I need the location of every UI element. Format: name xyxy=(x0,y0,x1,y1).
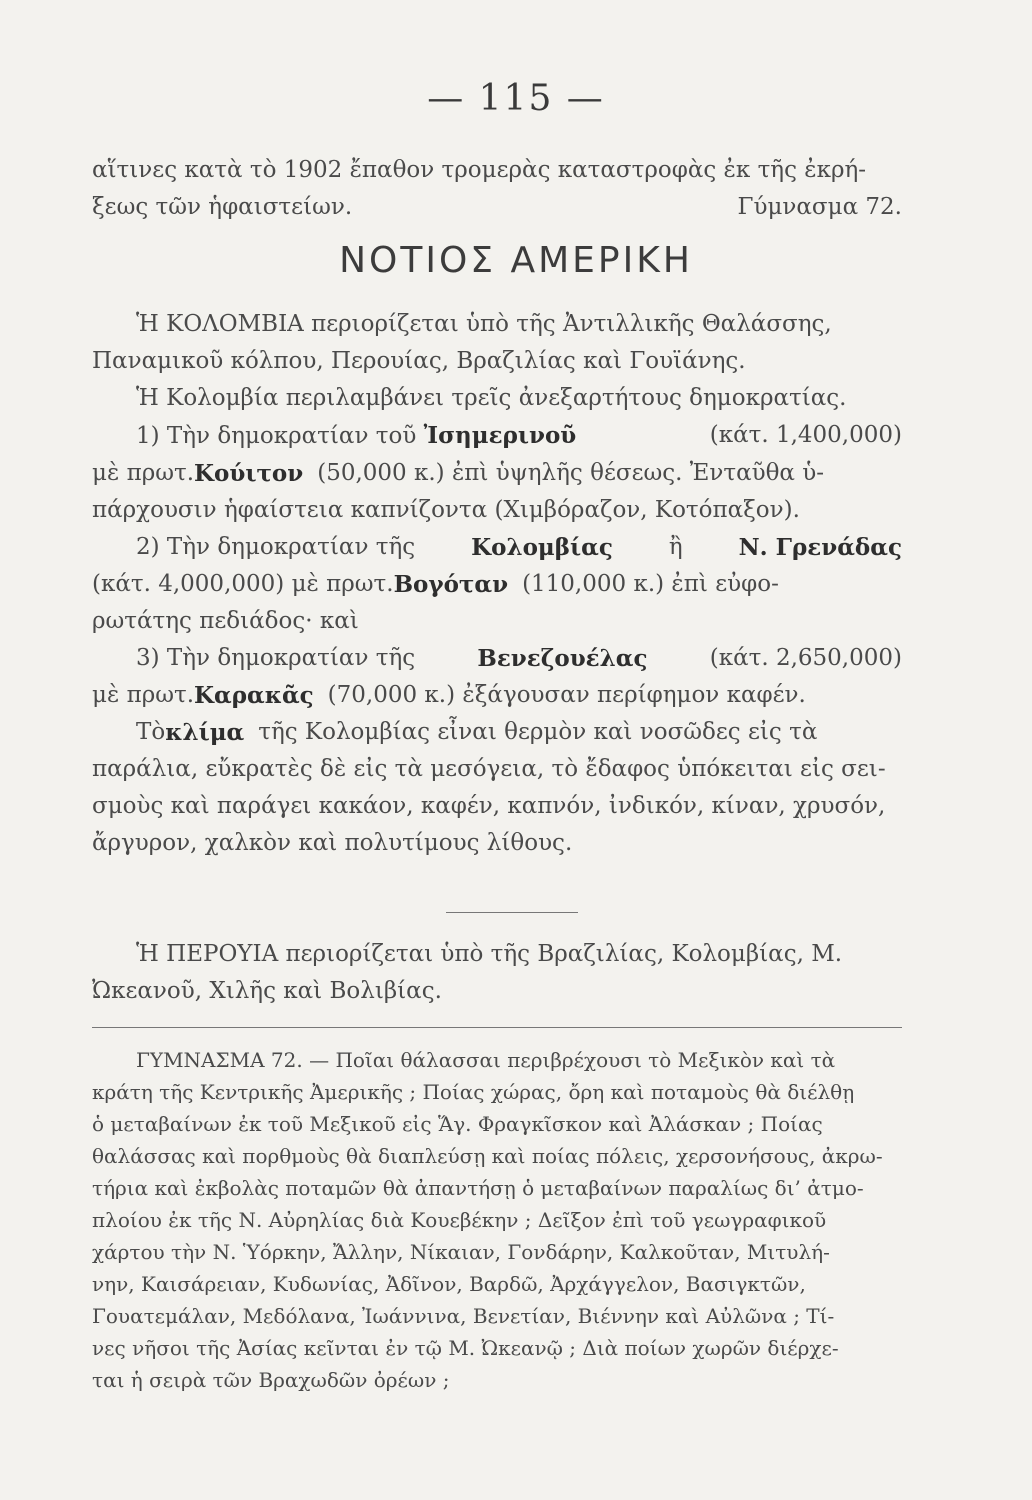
exercise-footnote xyxy=(92,1044,902,1396)
footnote-line: νην, Καισάρειαν, Κυδωνίας, Ἀδῖνον, Βαρδῶ, Ἀρχάγγελον, Βασιγκτῶν, xyxy=(92,1272,806,1296)
text-line: παράλια, εὔκρατὲς δὲ εἰς τὰ μεσόγεια, τὸ ἔδαφος ὑπόκειται εἰς σει- xyxy=(92,756,886,782)
footnote-line: ΓΥΜΝΑΣΜΑ 72. — Ποῖαι θάλασσαι περιβρέχουσι τὸ Μεξικὸν καὶ τὰ xyxy=(136,1048,836,1072)
text-line: ρωτάτης πεδιάδος· καὶ xyxy=(92,608,359,634)
footnote-line: νες νῆσοι τῆς Ἀσίας κεῖνται ἐν τῷ Μ. Ὠκεανῷ ; Διὰ ποίων χωρῶν διέρχε- xyxy=(92,1336,839,1360)
text-line: πάρχουσιν ἡφαίστεια καπνίζοντα (Χιμβόραζον, Κοτόπαξον). xyxy=(92,497,800,523)
footnote-line: ὁ μεταβαίνων ἐκ τοῦ Μεξικοῦ εἰς Ἅγ. Φραγκῖσκον καὶ Ἀλάσκαν ; Ποίας xyxy=(92,1112,823,1136)
footnote-line: χάρτου τὴν Ν. Ὑόρκην, Ἄλλην, Νίκαιαν, Γονδάρην, Καλκοῦταν, Μιτυλή- xyxy=(92,1240,830,1264)
footnote-line: Γουατεμάλαν, Μεδόλανα, Ἰωάννινα, Βενετίαν, Βιέννην καὶ Αὐλῶνα ; Τί- xyxy=(92,1304,835,1328)
text-line: αἵτινες κατὰ τὸ 1902 ἔπαθον τρομερὰς καταστροφὰς ἐκ τῆς ἐκρή- xyxy=(92,157,867,183)
text-line: σμοὺς καὶ παράγει κακάον, καφέν, καπνόν, ἰνδικόν, κίναν, χρυσόν, xyxy=(92,793,886,819)
page-number: — 115 — xyxy=(427,78,605,119)
section-divider xyxy=(446,912,578,913)
footnote-divider xyxy=(92,1027,902,1028)
bold-term: Καρακᾶς xyxy=(194,682,314,709)
footnote-line: ται ἡ σειρὰ τῶν Βραχωδῶν ὀρέων ; xyxy=(92,1368,450,1392)
text-line: μὲ πρωτ. Καρακᾶς (70,000 κ.) ἐξάγουσαν περίφημον καφέν. xyxy=(92,677,902,714)
bold-term: Ἰσημερινοῦ xyxy=(423,422,577,449)
text-line: Ὠκεανοῦ, Χιλῆς καὶ Βολιβίας. xyxy=(92,978,442,1004)
bold-term: Βογόταν xyxy=(393,571,509,598)
bold-term: κλίμα xyxy=(165,719,245,746)
text-line: μὲ πρωτ. Κούιτον (50,000 κ.) ἐπὶ ὑψηλῆς θέσεως. Ἐνταῦθα ὑ- xyxy=(92,455,902,492)
text-line: ξεως τῶν ἡφαιστείων. Γύμνασμα 72. xyxy=(92,189,902,226)
footnote-line: πλοίου ἐκ τῆς Ν. Αὐρηλίας διὰ Κουεβέκην ; Δεῖξον ἐπὶ τοῦ γεωγραφικοῦ xyxy=(92,1208,827,1232)
footnote-line: θαλάσσας καὶ πορθμοὺς θὰ διαπλεύσῃ καὶ ποίας πόλεις, χερσονήσους, ἀκρω- xyxy=(92,1144,883,1168)
text-line: 2) Τὴν δημοκρατίαν τῆς Κολομβίας ἢ Ν. Γρενάδας xyxy=(92,529,902,566)
intro-paragraph xyxy=(92,152,902,226)
bold-term: Ν. Γρενάδας xyxy=(738,534,902,561)
footnote-line: τήρια καὶ ἐκβολὰς ποταμῶν θὰ ἀπαντήσῃ ὁ μεταβαίνων παραλίως δι’ ἀτμο- xyxy=(92,1176,864,1200)
section-title: ΝΟΤΙΟΣ ΑΜΕΡΙΚΗ xyxy=(339,240,693,281)
footnote-line: κράτη τῆς Κεντρικῆς Ἀμερικῆς ; Ποίας χώρας, ὄρη καὶ ποταμοὺς θὰ διέλθῃ xyxy=(92,1080,855,1104)
peru-paragraph xyxy=(92,936,902,1010)
bold-term: Κούιτον xyxy=(194,460,304,487)
text-line: Παναμικοῦ κόλπου, Περουίας, Βραζιλίας καὶ Γουϊάνης. xyxy=(92,348,746,374)
text-line: ἄργυρον, χαλκὸν καὶ πολυτίμους λίθους. xyxy=(92,830,573,856)
text-line: Ἡ Κολομβία περιλαμβάνει τρεῖς ἀνεξαρτήτους δημοκρατίας. xyxy=(136,385,847,411)
colombia-paragraph xyxy=(92,306,902,862)
text-line: (κάτ. 4,000,000) μὲ πρωτ. Βογόταν (110,000 κ.) ἐπὶ εὐφο- xyxy=(92,566,902,603)
text-line: Ἡ ΠΕΡΟΥΙΑ περιορίζεται ὑπὸ τῆς Βραζιλίας, Κολομβίας, Μ. xyxy=(136,941,843,967)
text-line: Ἡ ΚΟΛΟΜΒΙΑ περιορίζεται ὑπὸ τῆς Ἀντιλλικῆς Θαλάσσης, xyxy=(136,311,832,337)
bold-term: Κολομβίας xyxy=(471,534,613,561)
text-line: Τὸ κλίμα τῆς Κολομβίας εἶναι θερμὸν καὶ νοσῶδες εἰς τὰ xyxy=(92,714,902,751)
text-line: 1) Τὴν δημοκρατίαν τοῦ Ἰσημερινοῦ (κάτ. 1,400,000) xyxy=(136,422,902,449)
text-line: 3) Τὴν δημοκρατίαν τῆς Βενεζουέλας (κάτ. 2,650,000) xyxy=(92,640,902,677)
bold-term: Βενεζουέλας xyxy=(477,645,648,672)
exercise-reference: Γύμνασμα 72. xyxy=(737,194,902,220)
